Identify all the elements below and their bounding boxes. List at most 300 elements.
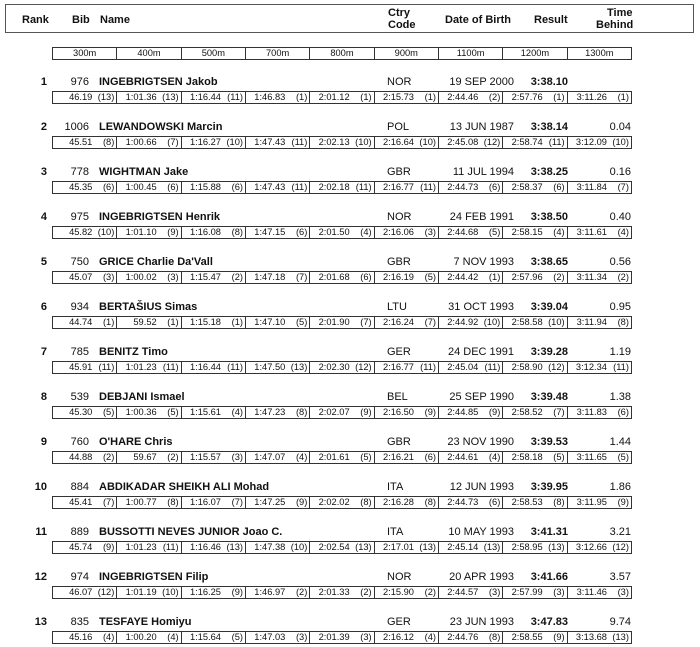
split-position: (10) <box>548 317 565 327</box>
split-position: (9) <box>553 632 565 642</box>
split-cell-1100m <box>439 497 503 508</box>
athlete-row <box>0 120 700 134</box>
split-cell-900m <box>375 137 439 148</box>
split-position: (1) <box>553 92 565 102</box>
result-time: 3:41.31 <box>530 526 568 538</box>
athlete-row <box>0 525 700 539</box>
split-time: 1:47.18 <box>254 272 286 282</box>
split-times-row <box>52 586 632 599</box>
split-time: 45.30 <box>69 407 93 417</box>
split-position: (13) <box>226 542 243 552</box>
split-position: (6) <box>488 182 501 192</box>
athlete-name: BENITZ Timo <box>99 346 168 358</box>
split-position: (11) <box>548 137 565 147</box>
split-cell-1100m <box>439 542 503 553</box>
split-cell-1200m <box>503 227 567 238</box>
split-cell-300m <box>53 497 117 508</box>
bib-number: 975 <box>70 211 89 223</box>
split-position: (10) <box>226 137 243 147</box>
split-cell-300m <box>53 587 117 598</box>
split-times-row <box>52 226 632 239</box>
split-position: (4) <box>102 632 115 642</box>
time-behind: 1.44 <box>609 436 631 448</box>
split-time: 2:01.90 <box>318 317 350 327</box>
split-cell-800m <box>310 317 374 328</box>
split-time: 2:58.55 <box>511 632 543 642</box>
athlete-row <box>0 165 700 179</box>
split-cell-800m <box>310 452 374 463</box>
split-label-900m: 900m <box>375 48 439 59</box>
split-position: (10) <box>290 542 308 552</box>
athlete-row <box>0 570 700 584</box>
rank: 1 <box>40 76 47 88</box>
split-times-row <box>52 316 632 329</box>
split-cell-1100m <box>439 632 503 643</box>
time-behind: 3.57 <box>609 571 631 583</box>
split-position: (12) <box>483 137 501 147</box>
date-of-birth: 12 JUN 1993 <box>449 481 514 493</box>
result-time: 3:39.48 <box>530 391 568 403</box>
result-time: 3:38.14 <box>530 121 568 133</box>
split-cell-1300m <box>568 362 631 373</box>
split-time: 3:11.61 <box>576 227 607 237</box>
split-position: (8) <box>488 632 501 642</box>
split-time: 2:44.76 <box>447 632 479 642</box>
split-time: 2:16.77 <box>382 182 414 192</box>
split-label-1300m: 1300m <box>585 48 614 58</box>
split-cell-1200m <box>503 272 567 283</box>
country-code: POL <box>387 121 410 133</box>
split-cell-1300m <box>568 587 631 598</box>
split-cell-900m <box>375 362 439 373</box>
split-position: (13) <box>97 92 115 102</box>
split-cell-500m <box>182 362 246 373</box>
rank: 8 <box>40 391 47 403</box>
split-position: (8) <box>231 227 243 237</box>
split-cell-900m <box>375 452 439 463</box>
split-position: (2) <box>295 587 308 597</box>
split-position: (5) <box>295 317 308 327</box>
split-cell-1100m <box>439 362 503 373</box>
split-time: 2:45.08 <box>447 137 479 147</box>
country-header-line2: Code <box>388 19 416 31</box>
split-position: (1) <box>102 317 115 327</box>
athlete-name: INGEBRIGTSEN Jakob <box>99 76 218 88</box>
split-time: 1:47.23 <box>254 407 286 417</box>
split-cell-400m <box>117 632 181 643</box>
split-cell-500m <box>182 452 246 463</box>
split-position: (2) <box>231 272 243 282</box>
split-position: (5) <box>488 227 501 237</box>
split-cell-400m <box>117 542 181 553</box>
split-label-1100m: 1100m <box>439 48 503 59</box>
split-cell-1300m <box>568 227 631 238</box>
time-behind: 9.74 <box>609 616 631 628</box>
split-cell-300m <box>53 362 117 373</box>
split-time: 59.52 <box>133 317 157 327</box>
split-cell-700m <box>246 137 310 148</box>
split-times-row <box>52 91 632 104</box>
split-time: 2:58.58 <box>511 317 543 327</box>
split-cell-900m <box>375 587 439 598</box>
split-cell-1100m <box>439 452 503 463</box>
split-cell-700m <box>246 452 310 463</box>
split-cell-1100m <box>439 92 503 103</box>
split-position: (6) <box>553 182 565 192</box>
split-time: 45.16 <box>69 632 93 642</box>
split-cell-900m <box>375 497 439 508</box>
split-time: 2:01.50 <box>318 227 350 237</box>
split-position: (10) <box>612 137 629 147</box>
split-cell-1200m <box>503 587 567 598</box>
split-time: 45.35 <box>69 182 93 192</box>
bib-number: 974 <box>70 571 89 583</box>
split-cell-700m <box>246 542 310 553</box>
bib-number: 976 <box>70 76 89 88</box>
bib-number: 778 <box>70 166 89 178</box>
split-time: 46.07 <box>69 587 93 597</box>
split-position: (9) <box>617 497 629 507</box>
split-cell-400m <box>117 92 181 103</box>
split-time: 1:15.64 <box>189 632 221 642</box>
result-time: 3:38.65 <box>530 256 568 268</box>
split-times-row <box>52 181 632 194</box>
split-times-row <box>52 496 632 509</box>
split-position: (2) <box>617 272 629 282</box>
athlete-row <box>0 435 700 449</box>
time-behind: 0.16 <box>609 166 631 178</box>
split-position: (4) <box>167 632 179 642</box>
split-cell-900m <box>375 272 439 283</box>
split-cell-800m <box>310 362 374 373</box>
split-time: 3:12.66 <box>575 542 607 552</box>
split-cell-700m <box>246 587 310 598</box>
split-cell-1200m <box>503 542 567 553</box>
athlete-row <box>0 210 700 224</box>
split-label-700m: 700m <box>246 48 310 59</box>
split-cell-1100m <box>439 227 503 238</box>
country-code: NOR <box>387 571 412 583</box>
result-time: 3:38.25 <box>530 166 568 178</box>
split-time: 2:57.76 <box>511 92 543 102</box>
split-position: (6) <box>617 407 629 417</box>
split-position: (7) <box>617 182 629 192</box>
split-time: 2:44.73 <box>447 497 479 507</box>
split-position: (3) <box>102 272 115 282</box>
split-position: (1) <box>167 317 179 327</box>
split-time: 1:46.83 <box>254 92 286 102</box>
split-time: 2:02.18 <box>318 182 350 192</box>
athlete-name: ABDIKADAR SHEIKH ALI Mohad <box>99 481 270 493</box>
split-time: 3:11.95 <box>576 497 607 507</box>
split-time: 1:00.66 <box>125 137 157 147</box>
split-time: 1:16.44 <box>189 362 221 372</box>
split-time: 1:47.50 <box>254 362 286 372</box>
split-time: 3:11.46 <box>576 587 607 597</box>
split-position: (13) <box>290 362 308 372</box>
split-distance-header <box>52 47 632 60</box>
result-time: 3:38.50 <box>530 211 568 223</box>
athlete-name: O'HARE Chris <box>99 436 173 448</box>
athlete-name: INGEBRIGTSEN Filip <box>99 571 209 583</box>
split-cell-1300m <box>568 182 631 193</box>
split-time: 46.19 <box>69 92 93 102</box>
split-position: (9) <box>488 407 501 417</box>
split-cell-1200m <box>503 632 567 643</box>
split-position: (11) <box>227 362 243 372</box>
split-cell-1200m <box>503 182 567 193</box>
split-position: (8) <box>102 137 115 147</box>
split-cell-700m <box>246 497 310 508</box>
split-position: (1) <box>360 92 372 102</box>
split-position: (7) <box>167 137 179 147</box>
split-time: 1:16.08 <box>189 227 221 237</box>
split-time: 2:16.28 <box>382 497 414 507</box>
split-cell-800m <box>310 407 374 418</box>
split-cell-900m <box>375 92 439 103</box>
split-time: 1:15.57 <box>189 452 221 462</box>
split-time: 1:01.23 <box>125 542 157 552</box>
split-cell-1200m <box>503 452 567 463</box>
split-time: 2:16.21 <box>382 452 414 462</box>
date-of-birth: 7 NOV 1993 <box>453 256 514 268</box>
athlete-row <box>0 615 700 629</box>
split-time: 2:44.42 <box>447 272 479 282</box>
split-position: (8) <box>617 317 629 327</box>
country-code: GBR <box>387 256 411 268</box>
split-cell-300m <box>53 137 117 148</box>
split-time: 45.51 <box>69 137 93 147</box>
split-times-row <box>52 136 632 149</box>
bib-number: 785 <box>70 346 89 358</box>
time-behind-header-line1: Time <box>607 7 633 19</box>
split-time: 45.74 <box>69 542 93 552</box>
split-position: (12) <box>355 362 372 372</box>
athlete-name: BUSSOTTI NEVES JUNIOR Joao C. <box>99 526 283 538</box>
split-cell-500m <box>182 272 246 283</box>
split-cell-700m <box>246 362 310 373</box>
rank: 6 <box>40 301 47 313</box>
bib-number: 1006 <box>64 121 89 133</box>
split-times-row <box>52 451 632 464</box>
split-time: 3:11.84 <box>576 182 607 192</box>
split-cell-800m <box>310 182 374 193</box>
split-cell-300m <box>53 92 117 103</box>
date-of-birth: 20 APR 1993 <box>449 571 514 583</box>
split-time: 2:01.33 <box>318 587 350 597</box>
split-time: 2:44.85 <box>447 407 479 417</box>
split-position: (3) <box>295 632 308 642</box>
bib-number: 750 <box>70 256 89 268</box>
split-position: (5) <box>617 452 629 462</box>
athlete-name: GRICE Charlie Da'Vall <box>99 256 213 268</box>
split-time: 2:44.68 <box>447 227 479 237</box>
split-position: (4) <box>553 227 565 237</box>
split-position: (7) <box>424 317 436 327</box>
split-label-300m: 300m <box>53 48 117 59</box>
time-behind: 0.40 <box>609 211 631 223</box>
split-times-row <box>52 271 632 284</box>
split-time: 1:01.19 <box>125 587 157 597</box>
split-cell-900m <box>375 407 439 418</box>
split-time: 2:16.19 <box>382 272 414 282</box>
split-cell-300m <box>53 632 117 643</box>
date-of-birth: 13 JUN 1987 <box>449 121 514 133</box>
split-position: (6) <box>167 182 179 192</box>
split-position: (7) <box>102 497 115 507</box>
split-cell-800m <box>310 272 374 283</box>
split-time: 2:57.96 <box>511 272 543 282</box>
rank: 13 <box>34 616 47 628</box>
split-position: (2) <box>553 272 565 282</box>
split-time: 1:47.10 <box>254 317 286 327</box>
split-position: (6) <box>424 452 436 462</box>
split-cell-800m <box>310 92 374 103</box>
split-time: 44.74 <box>69 317 93 327</box>
split-position: (9) <box>295 497 308 507</box>
split-cell-1200m <box>503 407 567 418</box>
athlete-row <box>0 75 700 89</box>
split-time: 1:15.47 <box>189 272 221 282</box>
split-time: 1:01.23 <box>125 362 157 372</box>
split-position: (3) <box>424 227 436 237</box>
split-time: 1:00.36 <box>125 407 157 417</box>
split-position: (1) <box>424 92 436 102</box>
split-time: 2:02.13 <box>318 137 350 147</box>
split-time: 2:16.06 <box>382 227 414 237</box>
split-position: (8) <box>553 497 565 507</box>
split-label-800m: 800m <box>310 48 374 59</box>
country-code: ITA <box>387 526 404 538</box>
split-position: (4) <box>360 227 372 237</box>
split-cell-1300m <box>568 632 631 643</box>
split-position: (1) <box>231 317 243 327</box>
athlete-row <box>0 255 700 269</box>
split-position: (2) <box>424 587 436 597</box>
split-time: 1:47.07 <box>254 452 286 462</box>
split-cell-400m <box>117 407 181 418</box>
split-times-row <box>52 361 632 374</box>
split-time: 1:00.02 <box>125 272 157 282</box>
split-time: 2:16.12 <box>382 632 414 642</box>
split-position: (6) <box>102 182 115 192</box>
split-position: (5) <box>102 407 115 417</box>
split-position: (2) <box>360 587 372 597</box>
time-behind: 0.56 <box>609 256 631 268</box>
date-of-birth: 23 NOV 1990 <box>447 436 514 448</box>
split-time: 2:44.57 <box>447 587 479 597</box>
split-time: 1:47.03 <box>254 632 286 642</box>
split-position: (5) <box>231 632 243 642</box>
result-time: 3:39.04 <box>530 301 568 313</box>
result-time: 3:39.28 <box>530 346 568 358</box>
split-cell-400m <box>117 497 181 508</box>
split-position: (3) <box>167 272 179 282</box>
split-cell-400m <box>117 317 181 328</box>
rank: 9 <box>40 436 47 448</box>
split-time: 2:44.73 <box>447 182 479 192</box>
split-position: (11) <box>291 137 308 147</box>
split-time: 45.91 <box>69 362 93 372</box>
split-position: (11) <box>420 362 436 372</box>
split-time: 2:01.61 <box>318 452 350 462</box>
split-cell-800m <box>310 587 374 598</box>
split-position: (5) <box>553 452 565 462</box>
split-cell-800m <box>310 542 374 553</box>
country-code: GBR <box>387 436 411 448</box>
bib-number: 539 <box>70 391 89 403</box>
split-position: (13) <box>612 632 629 642</box>
split-times-row <box>52 541 632 554</box>
split-cell-1300m <box>568 407 631 418</box>
split-time: 45.41 <box>69 497 93 507</box>
split-time: 2:16.50 <box>382 407 414 417</box>
result-time: 3:39.95 <box>530 481 568 493</box>
split-position: (3) <box>617 587 629 597</box>
rank-header: Rank <box>22 14 49 26</box>
date-of-birth: 24 FEB 1991 <box>449 211 514 223</box>
split-time: 1:16.27 <box>189 137 221 147</box>
split-position: (13) <box>355 542 372 552</box>
country-code: NOR <box>387 211 412 223</box>
split-time: 1:15.61 <box>189 407 221 417</box>
rank: 5 <box>40 256 47 268</box>
athlete-row <box>0 300 700 314</box>
split-cell-700m <box>246 317 310 328</box>
split-label-500m: 500m <box>182 48 246 59</box>
split-position: (11) <box>355 182 372 192</box>
split-position: (8) <box>295 407 308 417</box>
athlete-row <box>0 345 700 359</box>
athlete-name: BERTAŠIUS Simas <box>99 301 198 313</box>
country-code: GER <box>387 616 411 628</box>
split-cell-500m <box>182 92 246 103</box>
split-cell-400m <box>117 452 181 463</box>
split-position: (8) <box>167 497 179 507</box>
split-cell-300m <box>53 407 117 418</box>
split-times-row <box>52 406 632 419</box>
athlete-name: DEBJANI Ismael <box>99 391 185 403</box>
results-table-header <box>5 4 694 33</box>
split-position: (11) <box>291 182 308 192</box>
split-position: (11) <box>420 182 436 192</box>
split-cell-300m <box>53 182 117 193</box>
split-position: (4) <box>424 632 436 642</box>
time-behind-header-line2: Behind <box>596 19 634 31</box>
split-time: 1:47.38 <box>254 542 286 552</box>
split-time: 1:47.25 <box>254 497 286 507</box>
split-position: (5) <box>424 272 436 282</box>
split-time: 2:57.99 <box>511 587 543 597</box>
date-of-birth: 10 MAY 1993 <box>448 526 514 538</box>
split-time: 2:58.18 <box>511 452 543 462</box>
split-time: 2:58.15 <box>511 227 543 237</box>
split-position: (12) <box>97 587 115 597</box>
split-cell-700m <box>246 227 310 238</box>
split-cell-1300m <box>568 272 631 283</box>
split-time: 2:02.02 <box>318 497 350 507</box>
split-cell-1300m <box>568 542 631 553</box>
split-cell-500m <box>182 632 246 643</box>
split-cell-500m <box>182 497 246 508</box>
split-time: 3:11.26 <box>576 92 607 102</box>
split-cell-1100m <box>439 317 503 328</box>
split-time: 1:01.10 <box>125 227 157 237</box>
split-position: (6) <box>295 227 308 237</box>
split-position: (13) <box>162 92 179 102</box>
rank: 3 <box>40 166 47 178</box>
split-time: 1:46.97 <box>254 587 286 597</box>
